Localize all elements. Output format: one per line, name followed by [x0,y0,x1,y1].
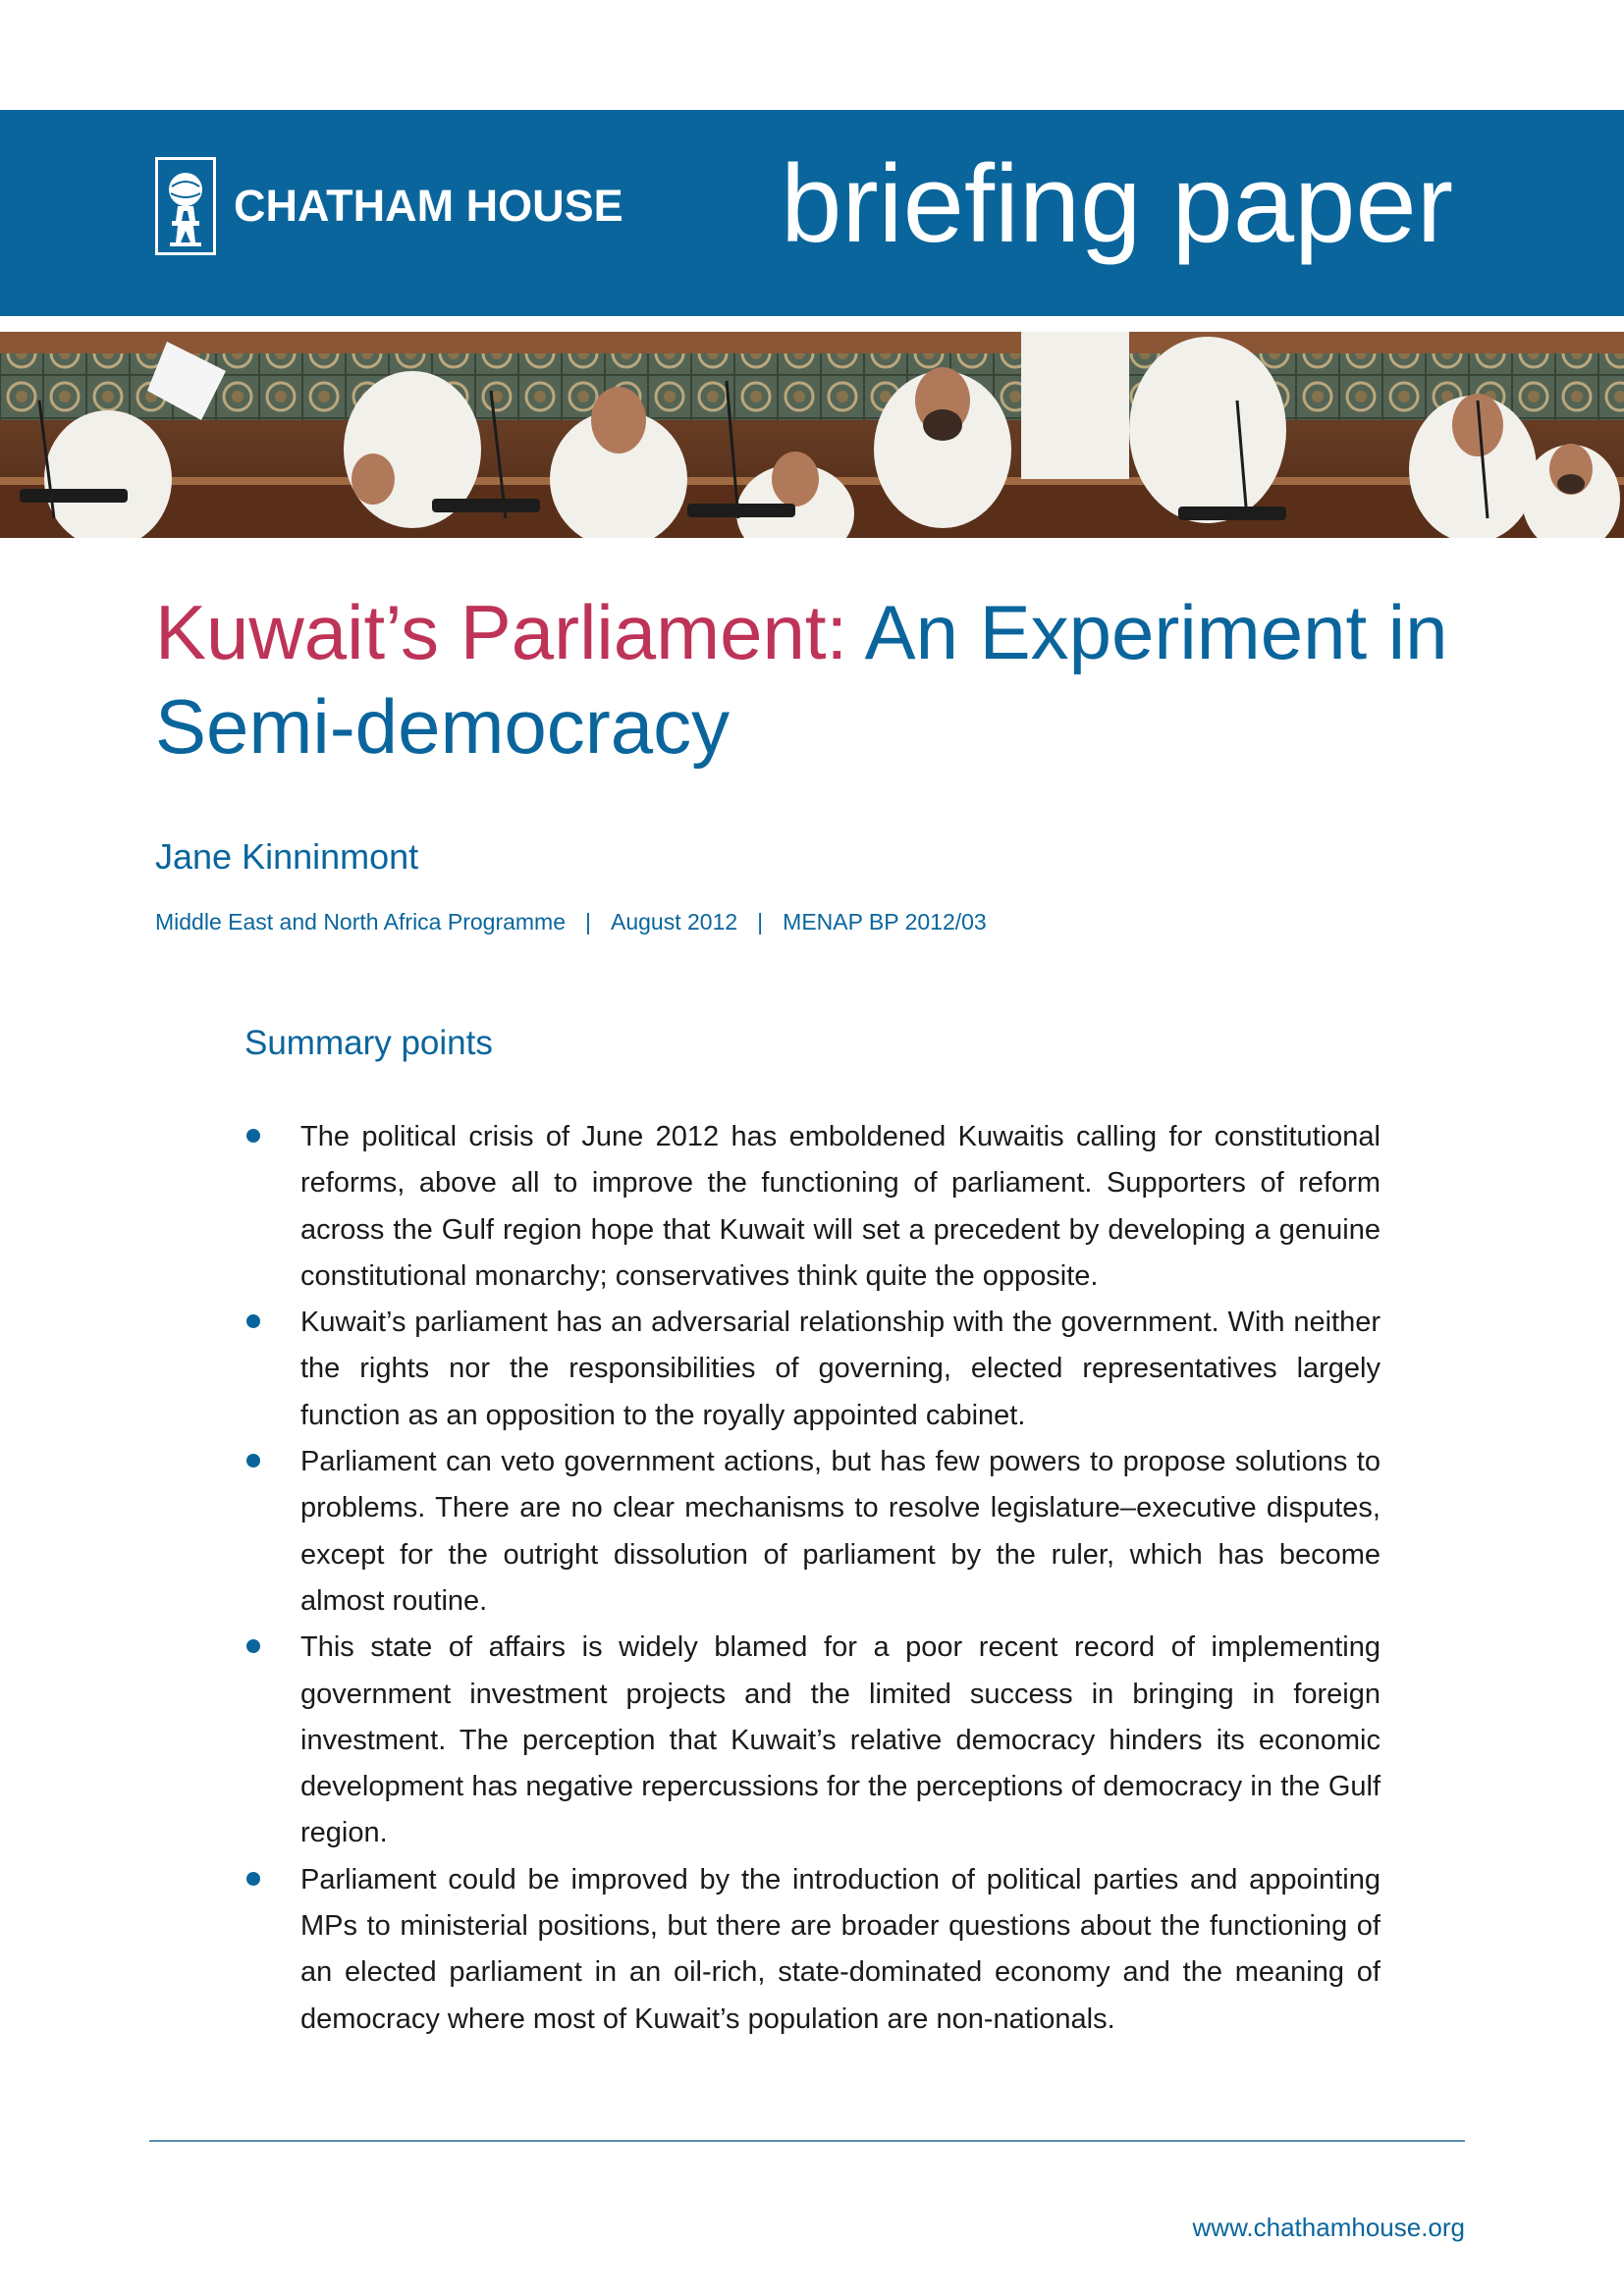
publication-date: August 2012 [611,909,738,934]
summary-point [244,1625,1380,1856]
summary-point-text: Kuwait’s parliament has an adversarial relationship with the government. With neither the rights nor the responsibilities of governing, elected representatives largely function as an opposition to the royally appointed cabinet. [300,1307,1380,1431]
footer-divider [149,2140,1465,2142]
meta-separator: | [757,909,764,934]
bullet-icon [246,1129,260,1143]
document-title [155,585,1530,774]
summary-heading: Summary points [244,1024,493,1062]
summary-point-text: The political crisis of June 2012 has emboldened Kuwaitis calling for constitutional reforms, above all to improve the functioning of parliament. Supporters of reform across the Gulf region hope that Kuwait will set a precedent by developing a genuine constitutional monarchy; conservatives think quite the opposite. [300,1121,1380,1292]
header-banner [0,110,1624,316]
chatham-house-logo[interactable] [155,157,623,255]
document-reference: MENAP BP 2012/03 [783,909,987,934]
bullet-icon [246,1454,260,1468]
document-meta [155,909,987,935]
bullet-icon [246,1314,260,1328]
meta-separator: | [585,909,591,934]
globe-atlas-icon [155,157,216,255]
title-rest: An Experiment in Semi-democracy [155,589,1448,770]
summary-point [244,1300,1380,1439]
summary-point [244,1439,1380,1625]
website-link[interactable]: www.chathamhouse.org [1192,2213,1465,2242]
summary-points-list [244,1114,1380,2043]
summary-point-text: Parliament could be improved by the introduction of political parties and appointing MPs to ministerial positions, but there are broader questions about the functioning of an elected parliament in an oil-rich, state-dominated economy and the meaning of democracy where most of Kuwait’s population are non-nationals. [300,1863,1380,2035]
logo-text: CHATHAM HOUSE [234,181,623,231]
parliament-photo [0,332,1624,538]
summary-point [244,1857,1380,2043]
summary-point-text: This state of affairs is widely blamed for a poor recent record of implementing government investment projects and the limited success in bringing in foreign investment. The perception that Kuwait’s relative democracy hinders its economic development has negative repercussions for the perceptions of democracy in the Gulf region. [300,1631,1380,1849]
author-name: Jane Kinninmont [155,836,419,877]
summary-point-text: Parliament can veto government actions, but has few powers to propose solutions to problems. There are no clear mechanisms to resolve legislature–executive disputes, except for the outright dissolution of parliament by the ruler, which has become almost routine. [300,1446,1380,1617]
summary-point [244,1114,1380,1300]
title-accent: Kuwait’s Parliament: [155,589,848,675]
bullet-icon [246,1639,260,1653]
briefing-paper-title: briefing paper [781,142,1453,265]
programme-name: Middle East and North Africa Programme [155,909,567,934]
bullet-icon [246,1872,260,1886]
